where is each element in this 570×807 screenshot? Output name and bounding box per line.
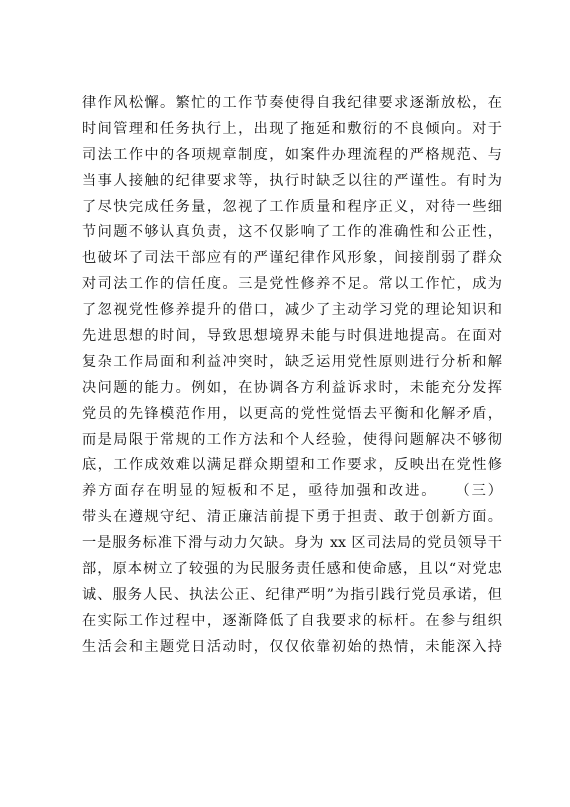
text-line-18: 一是服务标准下滑与动力欠缺。身为 xx 区司法局的党员领导干 xyxy=(82,535,502,552)
text-line-6: 节问题不够认真负责，这不仅影响了工作的准确性和公正性， xyxy=(82,224,502,241)
text-line-22: 生活会和主题党日活动时，仅仅依靠初始的热情，未能深入持 xyxy=(82,638,502,655)
text-line-19: 部，原本树立了较强的为民服务责任感和使命感，且以“对党忠 xyxy=(82,561,502,578)
text-line-20: 诚、服务人民、执法公正、纪律严明”为指引践行党员承诺，但 xyxy=(82,586,502,603)
text-line-15: 底，工作成效难以满足群众期望和工作要求，反映出在党性修 xyxy=(82,457,502,474)
text-line-17: 带头在遵规守纪、清正廉洁前提下勇于担责、敢于创新方面。 xyxy=(82,509,502,526)
document-body xyxy=(82,91,502,661)
text-line-13: 党员的先锋模范作用，以更高的党性觉悟去平衡和化解矛盾， xyxy=(82,405,502,422)
text-line-14: 而是局限于常规的工作方法和个人经验，使得问题解决不够彻 xyxy=(82,431,502,448)
text-line-5: 了尽快完成任务量，忽视了工作质量和程序正义，对待一些细 xyxy=(82,198,502,215)
text-line-2: 时间管理和任务执行上，出现了拖延和敷衍的不良倾向。对于 xyxy=(82,120,502,137)
text-line-16: 养方面存在明显的短板和不足，亟待加强和改进。 （三） xyxy=(82,483,502,500)
text-line-21: 在实际工作过程中，逐渐降低了自我要求的标杆。在参与组织 xyxy=(82,612,502,629)
text-line-11: 复杂工作局面和利益冲突时，缺乏运用党性原则进行分析和解 xyxy=(82,353,502,370)
text-line-8: 对司法工作的信任度。三是党性修养不足。常以工作忙，成为 xyxy=(82,276,502,293)
text-line-7: 也破坏了司法干部应有的严谨纪律作风形象，间接削弱了群众 xyxy=(82,250,502,267)
text-line-10: 先进思想的时间，导致思想境界未能与时俱进地提高。在面对 xyxy=(82,328,502,345)
text-line-3: 司法工作中的各项规章制度，如案件办理流程的严格规范、与 xyxy=(82,146,502,163)
text-line-4: 当事人接触的纪律要求等，执行时缺乏以往的严谨性。有时为 xyxy=(82,172,502,189)
text-line-1: 律作风松懈。繁忙的工作节奏使得自我纪律要求逐渐放松，在 xyxy=(82,95,502,111)
text-line-9: 了忽视党性修养提升的借口，减少了主动学习党的理论知识和 xyxy=(82,302,502,319)
text-line-12: 决问题的能力。例如，在协调各方利益诉求时，未能充分发挥 xyxy=(82,379,502,396)
